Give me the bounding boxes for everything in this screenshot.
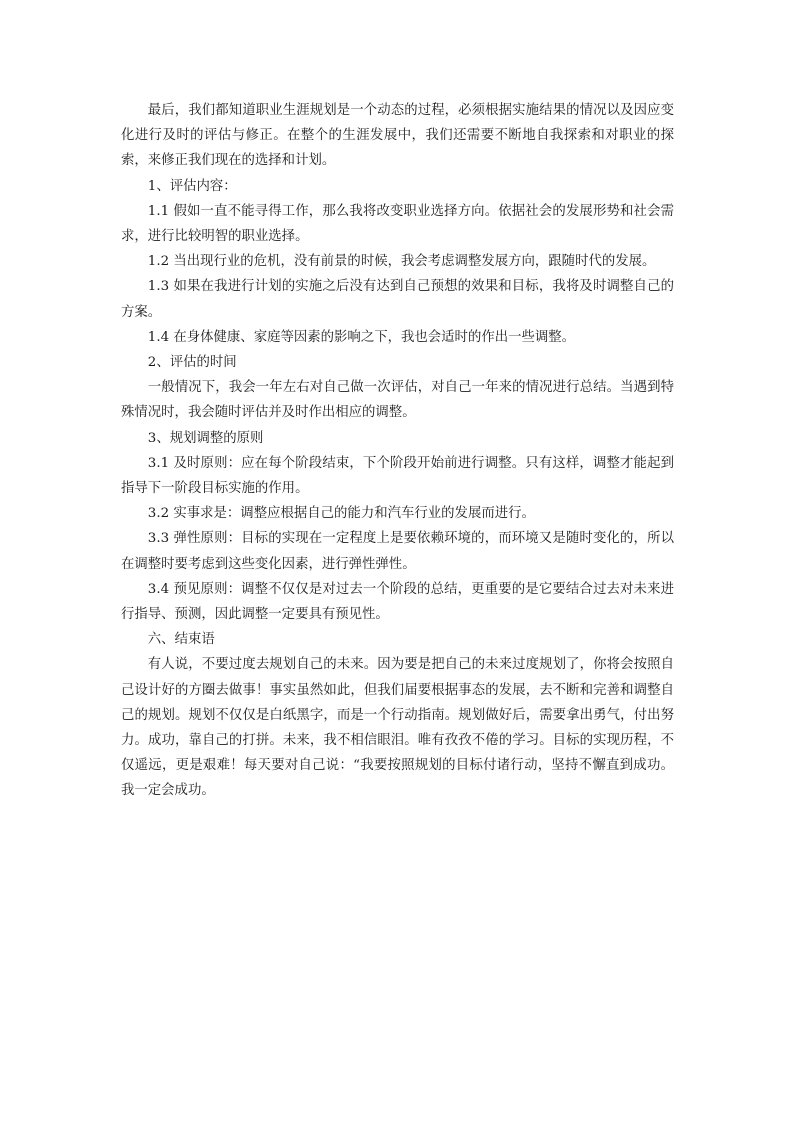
paragraph-1-3: 1.3 如果在我进行计划的实施之后没有达到自己预想的效果和目标，我将及时调整自己的方案。 <box>121 279 674 320</box>
paragraph-3-4: 3.4 预见原则：调整不仅仅是对过去一个阶段的总结，更重要的是它要结合过去对未来进行指导、预测，因此调整一定要具有预见性。 <box>121 581 674 623</box>
paragraph-conclusion: 有人说，不要过度去规划自己的未来。因为要是把自己的未来过度规划了，你将会按照自己设计好的方圈去做事！事实虽然如此，但我们届要根据事态的发展，去不断和完善和调整自己的规划。规划不仅仅是白纸黑字，而是一个行动指南。规划做好后，需要拿出勇气，付出努力。成功，靠自己的打拼。未来，我不相信眼泪。唯有孜孜不倦的学习。目标的实现历程，不仅遥远，更是艰难！每天要对自己说：“我要按照规划的目标付诸行动，坚持不懈直到成功。我一定会成功。 <box>121 657 674 799</box>
heading-evaluation-time: 2、评估的时间 <box>147 355 237 371</box>
heading-conclusion: 六、结束语 <box>147 632 215 648</box>
paragraph-intro: 最后，我们都知道职业生涯规划是一个动态的过程，必须根据实施结果的情况以及因应变化进行及时的评估与修正。在整个的生涯发展中，我们还需要不断地自我探索和对职业的探索，来修正我们现在的选择和计划。 <box>121 103 674 169</box>
heading-adjustment-principles: 3、规划调整的原则 <box>147 430 264 446</box>
document-page <box>121 98 674 804</box>
heading-evaluation-content: 1、评估内容： <box>147 178 237 194</box>
paragraph-1-2: 1.2 当出现行业的危机，没有前景的时候，我会考虑调整发展方向，跟随时代的发展。 <box>147 254 656 270</box>
paragraph-3-2: 3.2 实事求是：调整应根据自己的能力和汽车行业的发展而进行。 <box>147 506 535 522</box>
paragraph-1-4: 1.4 在身体健康、家庭等因素的影响之下，我也会适时的作出一些调整。 <box>147 329 576 345</box>
paragraph-1-1: 1.1 假如一直不能寻得工作，那么我将改变职业选择方向。依据社会的发展形势和社会需求，进行比较明智的职业选择。 <box>121 203 674 245</box>
paragraph-evaluation-time: 一般情况下，我会一年左右对自己做一次评估，对自己一年来的情况进行总结。当遇到特殊情况时，我会随时评估并及时作出相应的调整。 <box>121 380 674 421</box>
paragraph-3-1: 3.1 及时原则：应在每个阶段结束，下个阶段开始前进行调整。只有这样，调整才能起到指导下一阶段目标实施的作用。 <box>121 455 674 497</box>
paragraph-3-3: 3.3 弹性原则：目标的实现在一定程度上是要依赖环境的，而环境又是随时变化的，所以在调整时要考虑到这些变化因素，进行弹性弹性。 <box>121 531 674 572</box>
